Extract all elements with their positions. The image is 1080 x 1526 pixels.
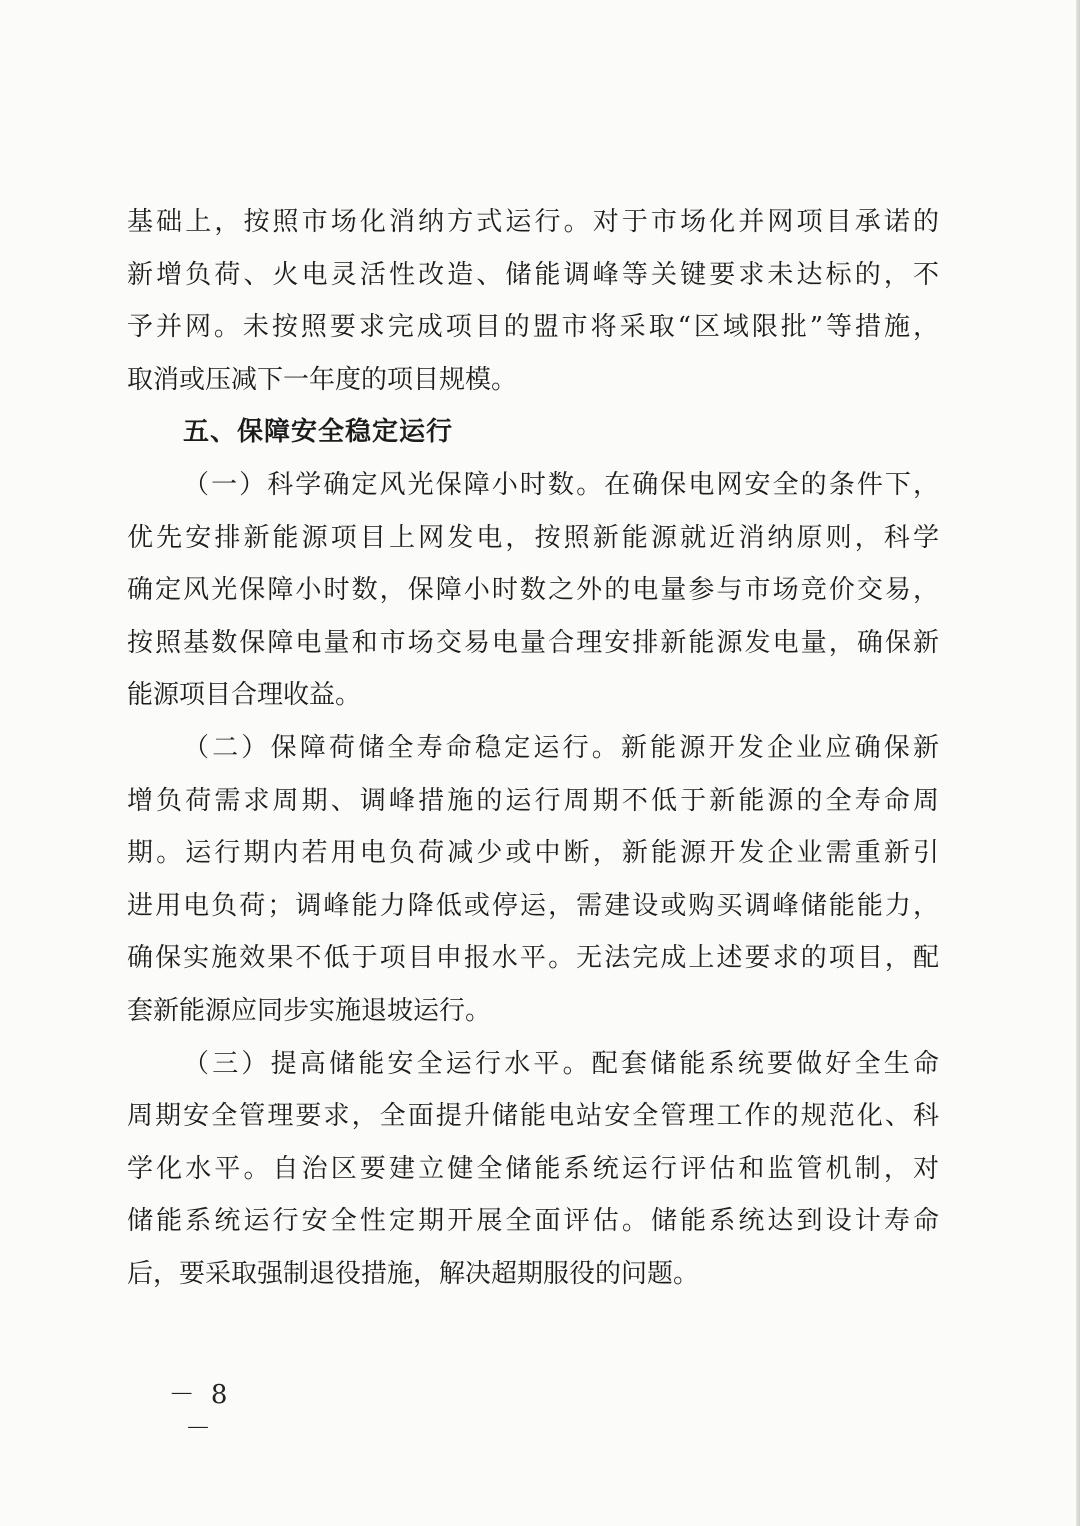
paragraph-line: 期。运行期内若用电负荷减少或中断，新能源开发企业需重新引 <box>127 838 939 869</box>
paragraph-line: 新增负荷、火电灵活性改造、储能调峰等关键要求未达标的，不 <box>127 259 939 290</box>
scan-edge <box>1076 0 1080 1526</box>
paragraph-line: 套新能源应同步实施退坡运行。 <box>127 995 492 1026</box>
paragraph-line: 确定风光保障小时数，保障小时数之外的电量参与市场竞价交易， <box>127 575 939 606</box>
paragraph-line: 后，要采取强制退役措施，解决超期服役的问题。 <box>127 1258 700 1289</box>
paragraph-line: 按照基数保障电量和市场交易电量合理安排新能源发电量，确保新 <box>127 627 939 658</box>
document-body <box>127 196 939 1300</box>
paragraph-line: 确保实施效果不低于项目申报水平。无法完成上述要求的项目，配 <box>127 943 939 974</box>
page-number: － 8 － <box>168 1380 232 1444</box>
paragraph-line: 增负荷需求周期、调峰措施的运行周期不低于新能源的全寿命周 <box>127 785 939 816</box>
paragraph-line: 储能系统运行安全性定期开展全面评估。储能系统达到设计寿命 <box>127 1206 939 1237</box>
paragraph-line: 学化水平。自治区要建立健全储能系统运行评估和监管机制，对 <box>127 1153 939 1184</box>
paragraph-line: （一）科学确定风光保障小时数。在确保电网安全的条件下， <box>183 469 939 500</box>
paragraph-line: 基础上，按照市场化消纳方式运行。对于市场化并网项目承诺的 <box>127 207 939 237</box>
paragraph-line: 能源项目合理收益。 <box>127 680 362 711</box>
paragraph-line: 予并网。未按照要求完成项目的盟市将采取“区域限批”等措施， <box>127 312 939 343</box>
paragraph-line: 进用电负荷；调峰能力降低或停运，需建设或购买调峰储能能力， <box>127 890 939 921</box>
paragraph-line: 周期安全管理要求，全面提升储能电站安全管理工作的规范化、科 <box>127 1101 939 1132</box>
paragraph-line: 优先安排新能源项目上网发电，按照新能源就近消纳原则，科学 <box>127 522 939 553</box>
paragraph-line: （二）保障荷储全寿命稳定运行。新能源开发企业应确保新 <box>183 732 939 763</box>
paragraph-line: （三）提高储能安全运行水平。配套储能系统要做好全生命 <box>183 1048 939 1079</box>
section-heading: 五、保障安全稳定运行 <box>183 417 454 448</box>
paragraph-line: 取消或压减下一年度的项目规模。 <box>127 364 518 395</box>
